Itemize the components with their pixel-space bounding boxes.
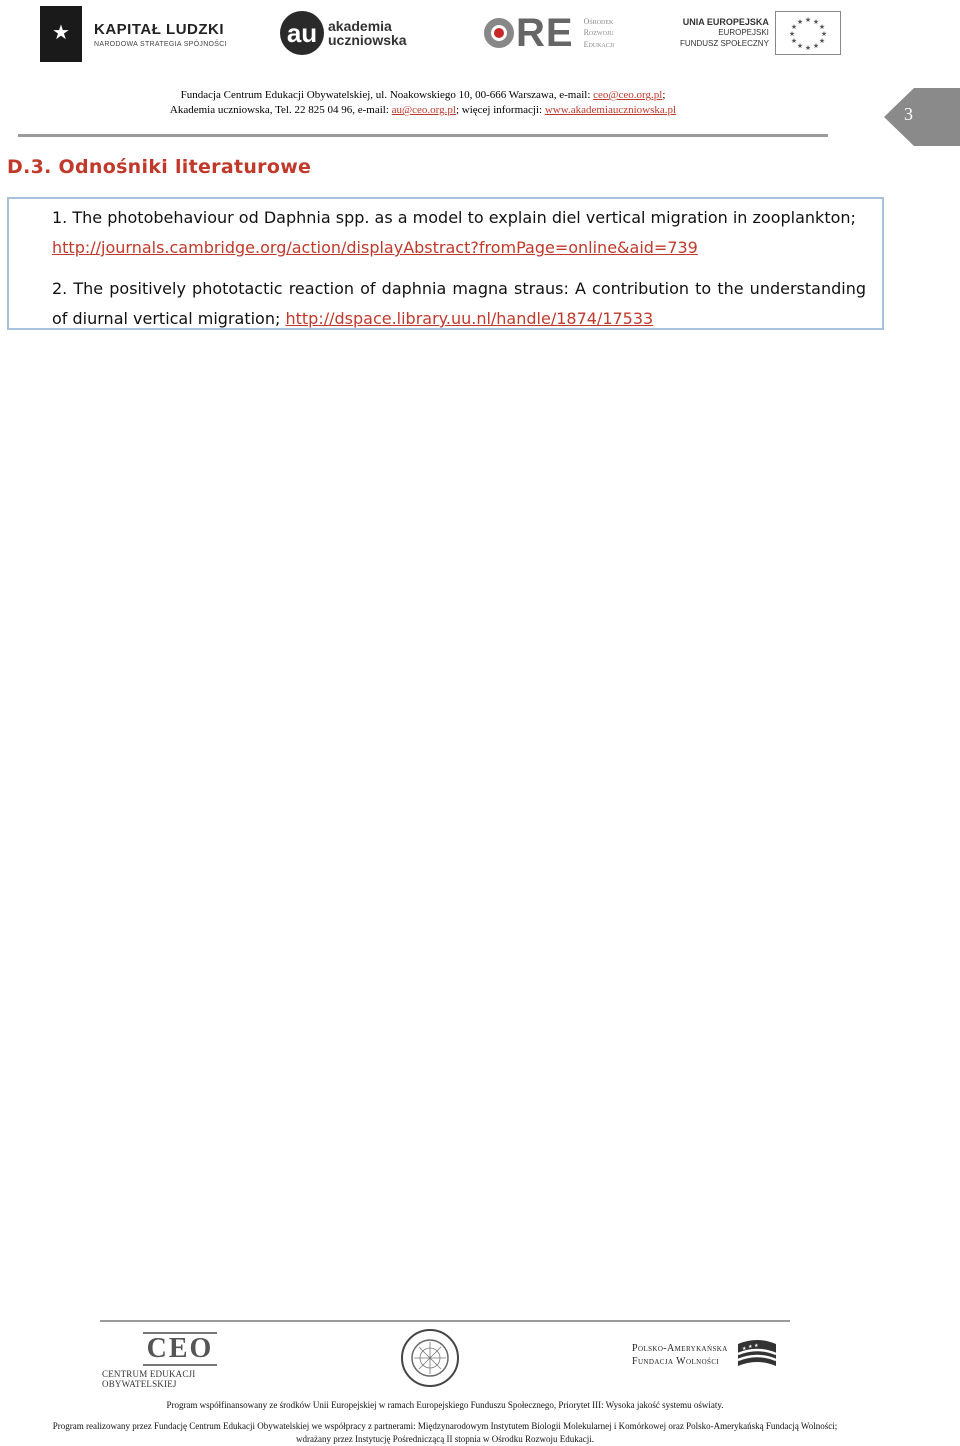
reference-text: The photobehaviour od Daphnia spp. as a model to explain diel vertical migration in zooplankton;	[72, 208, 856, 227]
footer-cofinancing-note: Program współfinansowany ze środków Unii Europejskiej w ramach Europejskiego Funduszu Społecznego, Priorytet III: Wysoka jakość systemu oświaty.	[166, 1400, 724, 1410]
akademia-line1: akademia	[328, 18, 392, 34]
svg-text:★: ★	[790, 23, 798, 31]
references-box	[7, 197, 884, 330]
reference-text: The positively phototactic reaction of daphnia magna straus: A contribution to the understanding of diurnal vertical migration;	[52, 279, 866, 328]
au-email-link[interactable]: au@ceo.org.pl	[391, 104, 456, 116]
ore-line2: Rozwoju	[583, 28, 614, 38]
footer-divider	[100, 1320, 790, 1322]
kapital-ludzki-title: KAPITAŁ LUDZKI	[94, 20, 225, 38]
ue-line3: FUNDUSZ SPOŁECZNY	[680, 39, 769, 49]
pafw-line2: Fundacja Wolności	[632, 1356, 720, 1367]
pafw-logo	[632, 1336, 778, 1374]
akademia-uczniowska-logo	[280, 10, 407, 56]
kapital-ludzki-logo	[40, 6, 227, 62]
svg-text:★: ★	[741, 1346, 747, 1352]
kapital-ludzki-subtitle: NARODOWA STRATEGIA SPÓJNOŚCI	[94, 40, 227, 48]
reference-item	[52, 274, 866, 334]
iimcb-seal-icon	[400, 1328, 460, 1388]
ue-line2: EUROPEJSKI	[718, 28, 769, 38]
address-line-2	[0, 103, 846, 118]
reference-link[interactable]: http://journals.cambridge.org/action/displayAbstract?fromPage=online&aid=739	[52, 238, 698, 257]
ore-mark	[484, 12, 574, 54]
akademia-mark: au	[280, 11, 324, 55]
pafw-line1: Polsko-Amerykańska	[632, 1342, 728, 1354]
eu-flag-icon	[775, 11, 841, 55]
akademia-line2: uczniowska	[328, 32, 407, 48]
ceo-logo	[102, 1332, 258, 1389]
reference-item	[52, 203, 866, 263]
ceo-logo-text: CENTRUM EDUKACJI OBYWATELSKIEJ	[102, 1369, 196, 1389]
svg-text:★: ★	[788, 30, 796, 38]
akademia-website-link[interactable]: www.akademiauczniowska.pl	[544, 104, 677, 116]
ore-logo	[484, 12, 614, 54]
header-divider	[18, 134, 828, 137]
address-line-2-text: Akademia uczniowska, Tel. 22 825 04 96, e-mail:	[169, 104, 392, 116]
ore-circle-icon	[484, 18, 514, 48]
ue-line1: UNIA EUROPEJSKA	[682, 17, 769, 28]
header-address	[0, 88, 846, 118]
ceo-mark: CEO	[143, 1332, 218, 1366]
svg-text:★: ★	[796, 42, 804, 50]
svg-text:★: ★	[796, 18, 804, 26]
ore-mark-letters: RE	[516, 11, 574, 55]
address-line-1-text: Fundacja Centrum Edukacji Obywatelskiej, ul. Noakowskiego 10, 00-666 Warszawa, e-mail:	[180, 89, 594, 101]
address-line-1	[0, 88, 846, 103]
svg-text:★: ★	[804, 16, 812, 24]
ceo-email-link[interactable]: ceo@ceo.org.pl	[593, 89, 663, 101]
svg-text:★: ★	[812, 42, 820, 50]
kapital-ludzki-emblem-icon	[40, 6, 82, 62]
svg-text:★: ★	[804, 44, 812, 52]
svg-text:★: ★	[818, 37, 826, 45]
address-line-2-middle: ; więcej informacji:	[455, 104, 545, 116]
svg-text:★: ★	[747, 1344, 753, 1350]
svg-text:★: ★	[812, 18, 820, 26]
section-title: D.3. Odnośniki literaturowe	[7, 156, 312, 178]
reference-number: 2.	[52, 279, 68, 298]
reference-number: 1.	[52, 208, 68, 227]
ue-efs-logo	[680, 10, 841, 56]
page-marker-arrow-icon	[884, 88, 960, 146]
footer-partners-note: Program realizowany przez Fundację Centrum Edukacji Obywatelskiej we współpracy z partnerami: Międzynarodowym Instytutem Biologii Molekularnej i Komórkowej oraz Polsko-Amerykańską Fundacją Wolności;	[52, 1421, 838, 1431]
reference-link[interactable]: http://dspace.library.uu.nl/handle/1874/17533	[285, 309, 654, 328]
address-line-1-suffix: ;	[662, 89, 666, 101]
svg-text:★: ★	[790, 37, 798, 45]
header-logo-strip	[0, 0, 960, 66]
svg-text:★: ★	[753, 1343, 759, 1349]
svg-text:★: ★	[820, 30, 828, 38]
pafw-flag-icon	[736, 1336, 778, 1374]
svg-text:★: ★	[818, 23, 826, 31]
ore-line1: Ośrodek	[583, 16, 614, 26]
page-number: 3	[904, 104, 913, 124]
footer-implementation-note: wdrażany przez Instytucję Pośredniczącą II stopnia w Ośrodku Rozwoju Edukacji.	[296, 1434, 594, 1444]
ore-line3: Edukacji	[583, 39, 615, 49]
